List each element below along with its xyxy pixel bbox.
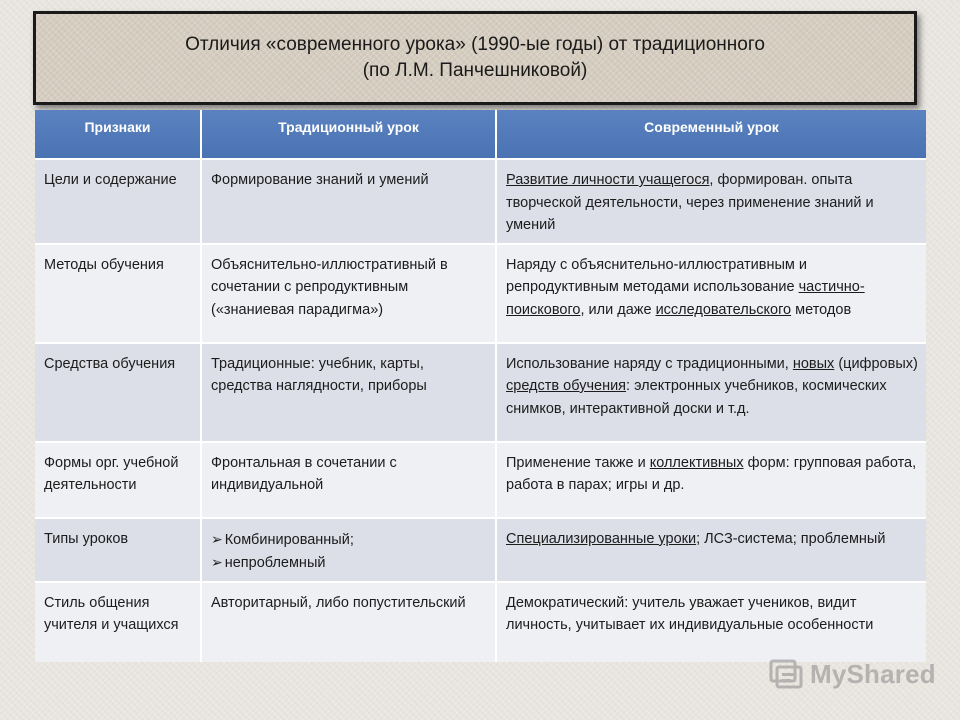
feature-cell: Средства обучения — [35, 343, 201, 442]
table-row — [35, 518, 926, 582]
table-header-row — [35, 110, 926, 159]
table-row — [35, 582, 926, 662]
cell-text: ; ЛСЗ-система; проблемный — [696, 530, 886, 547]
traditional-cell: Фронтальная в сочетании с индивидуальной — [201, 442, 496, 518]
table-row — [35, 442, 926, 518]
cell-text: Использование наряду с традиционными, — [506, 355, 793, 372]
header-modern: Современный урок — [496, 110, 926, 159]
modern-cell — [496, 244, 926, 343]
underlined-text: Развитие личности учащегося — [506, 172, 710, 188]
bullet-text: непроблемный — [224, 555, 326, 571]
header-traditional: Традиционный урок — [201, 110, 496, 159]
checkmark-arrow-icon: ➢ — [211, 530, 223, 547]
underlined-text: новых — [792, 355, 835, 372]
traditional-cell: Авторитарный, либо попустительский — [201, 582, 496, 662]
cell-text: Применение также и — [506, 454, 650, 471]
underlined-text: коллективных — [649, 454, 744, 471]
modern-cell — [496, 159, 926, 244]
underlined-text: исследовательского — [655, 301, 792, 318]
underlined-text: частично-поискового — [506, 279, 865, 318]
bullet-text: Комбинированный; — [224, 531, 354, 548]
modern-cell: Демократический: учитель уважает учеников, видит личность, учитывает их индивидуальные особенности — [496, 582, 926, 662]
feature-cell: Формы орг. учебной деятельности — [35, 442, 201, 518]
bullet-item — [211, 528, 487, 552]
watermark-text: MyShared — [810, 658, 936, 689]
table-row — [35, 159, 926, 244]
title-line-1: Отличия «современного урока» (1990-ые годы) от традиционного — [185, 34, 765, 55]
traditional-cell: Объяснительно-иллюстративный в сочетании с репродуктивным («знаниевая парадигма») — [201, 244, 496, 343]
modern-cell — [496, 442, 926, 518]
watermark — [768, 655, 936, 693]
cell-text: , или даже — [580, 301, 656, 318]
cell-text: , формирован. опыта творческой деятельности, через применение знаний и умений — [506, 172, 874, 233]
header-features: Признаки — [35, 110, 201, 159]
bullet-item — [211, 551, 487, 575]
cell-text: : электронных учебников, космических снимков, интерактивной доски и т.д. — [506, 378, 887, 417]
title-line-2: (по Л.М. Панчешниковой) — [362, 60, 588, 81]
traditional-cell: Традиционные: учебник, карты, средства наглядности, приборы — [201, 343, 496, 442]
cell-text: методов — [791, 301, 852, 318]
traditional-cell — [201, 518, 496, 582]
modern-cell — [496, 518, 926, 582]
cell-text: Наряду с объяснительно-иллюстративным и репродуктивным методами использование — [506, 256, 808, 295]
table-row — [35, 343, 926, 442]
slides-logo-icon — [768, 657, 804, 691]
table-row — [35, 244, 926, 343]
traditional-cell: Формирование знаний и умений — [201, 159, 496, 244]
underlined-text: Специализированные уроки — [506, 530, 697, 547]
feature-cell: Стиль общения учителя и учащихся — [35, 582, 201, 662]
feature-cell: Типы уроков — [35, 518, 201, 582]
underlined-text: средств обучения — [506, 378, 627, 394]
feature-cell: Методы обучения — [35, 244, 201, 343]
title-box — [33, 11, 917, 105]
modern-cell — [496, 343, 926, 442]
cell-text: (цифровых) — [834, 355, 918, 372]
checkmark-arrow-icon: ➢ — [211, 554, 223, 570]
comparison-table — [35, 110, 926, 662]
feature-cell: Цели и содержание — [35, 159, 201, 244]
cell-text: форм: групповая работа, работа в парах; игры и др. — [506, 454, 917, 493]
